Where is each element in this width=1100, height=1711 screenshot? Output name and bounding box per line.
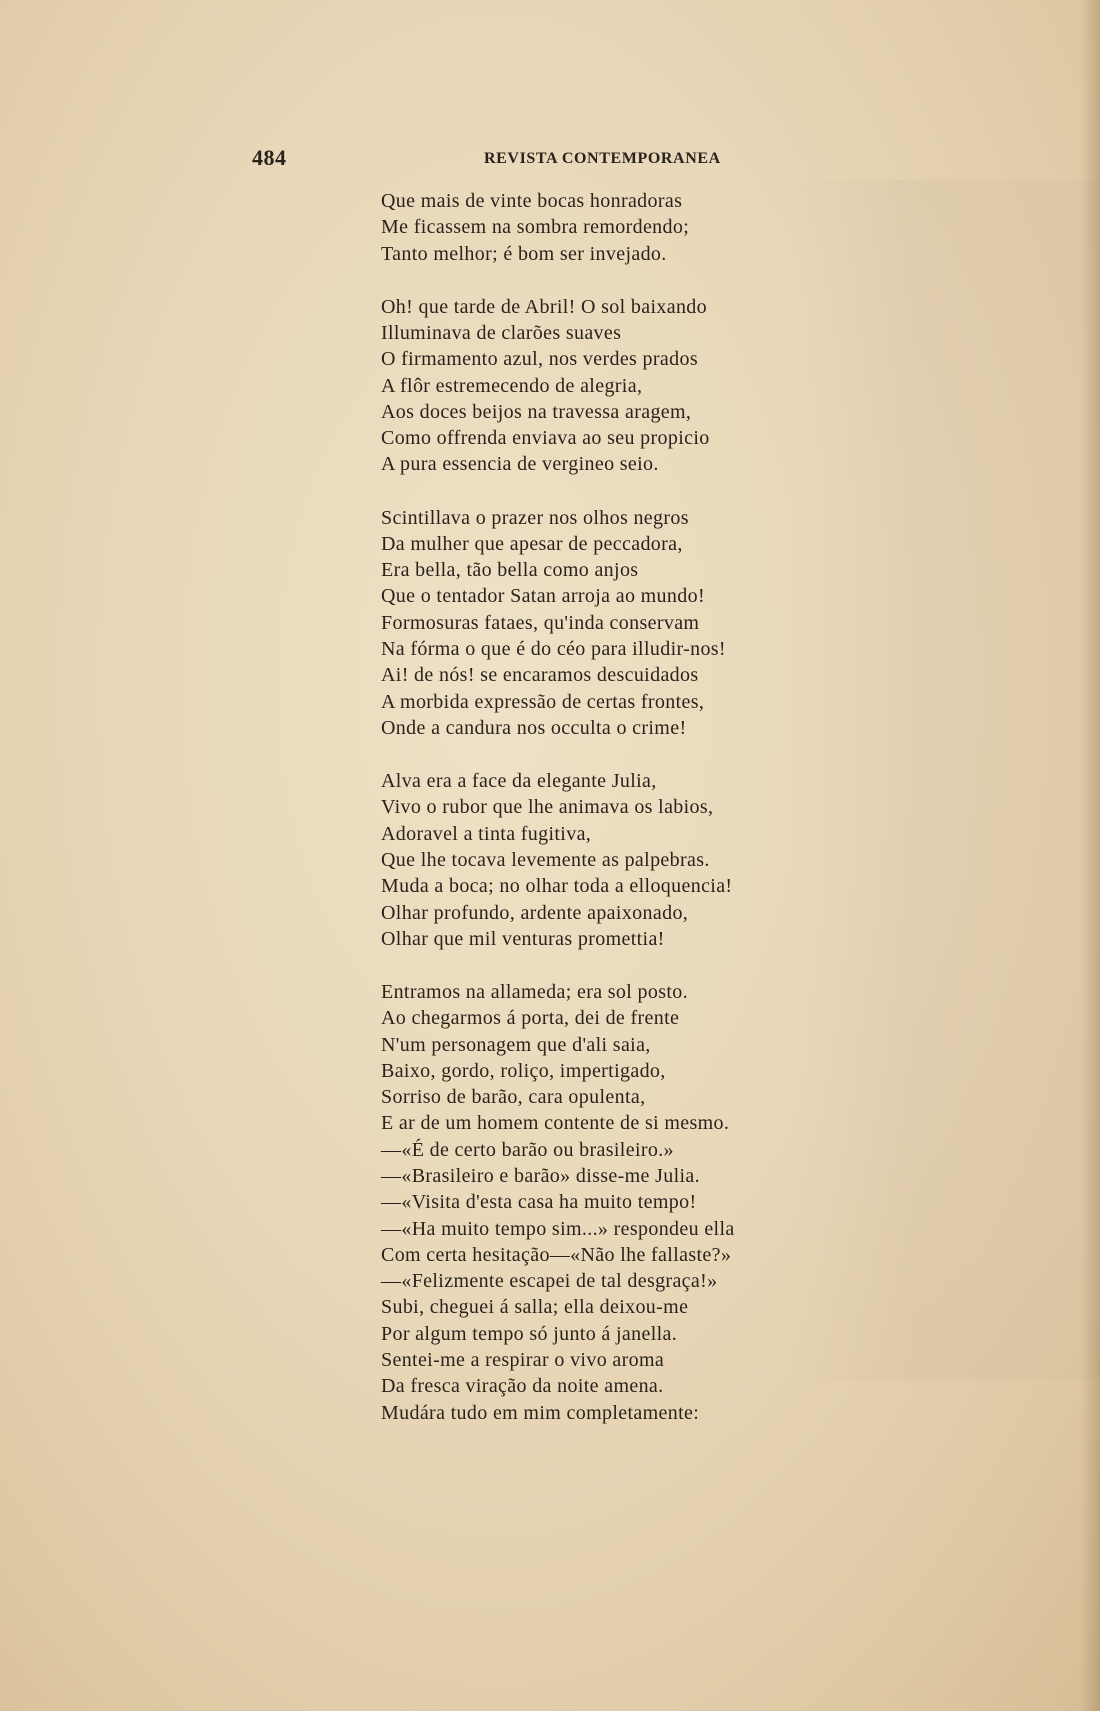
verse-line: Entramos na allameda; era sol posto. bbox=[381, 980, 688, 1003]
verse-line: Adoravel a tinta fugitiva, bbox=[381, 822, 592, 845]
stanza bbox=[381, 979, 821, 1426]
verse-line: Alva era a face da elegante Julia, bbox=[381, 770, 657, 793]
verse-line: —«É de certo barão ou brasileiro.» bbox=[381, 1138, 674, 1161]
verse-line: Aos doces beijos na travessa aragem, bbox=[381, 400, 692, 423]
page-number: 484 bbox=[252, 145, 287, 170]
verse-line: Tanto melhor; é bom ser invejado. bbox=[381, 242, 667, 265]
verse-line: Por algum tempo só junto á janella. bbox=[381, 1322, 678, 1345]
verse-line: Formosuras fataes, qu'inda conservam bbox=[381, 611, 700, 634]
verse-line: Da fresca viração da noite amena. bbox=[381, 1375, 664, 1398]
verse-line: Oh! que tarde de Abril! O sol baixando bbox=[381, 295, 707, 318]
verse-line: O firmamento azul, nos verdes prados bbox=[381, 348, 698, 371]
verse-line: Onde a candura nos occulta o crime! bbox=[381, 716, 687, 739]
verse-line: Na fórma o que é do céo para illudir-nos! bbox=[381, 638, 726, 661]
verse-line: Ao chegarmos á porta, dei de frente bbox=[381, 1007, 680, 1030]
verse-line: Ai! de nós! se encaramos descuidados bbox=[381, 664, 699, 687]
verse-line: Com certa hesitação—«Não lhe fallaste?» bbox=[381, 1243, 732, 1266]
verse-line: Que o tentador Satan arroja ao mundo! bbox=[381, 585, 705, 608]
stanza bbox=[381, 294, 821, 478]
verse-line: Scintillava o prazer nos olhos negros bbox=[381, 506, 689, 529]
verse-line: Que lhe tocava levemente as palpebras. bbox=[381, 848, 710, 871]
running-title: REVISTA CONTEMPORANEA bbox=[484, 150, 721, 167]
verse-line: Olhar que mil venturas promettia! bbox=[381, 927, 665, 950]
page-edge-shadow bbox=[1080, 0, 1100, 1711]
verse-line: Subi, cheguei á salla; ella deixou-me bbox=[381, 1296, 689, 1319]
verse-line: Sorriso de barão, cara opulenta, bbox=[381, 1086, 646, 1109]
verse-line: —«Ha muito tempo sim...» respondeu ella bbox=[381, 1217, 735, 1240]
running-header bbox=[252, 145, 722, 175]
verse-line: A pura essencia de vergineo seio. bbox=[381, 453, 659, 476]
verse-line: N'um personagem que d'ali saia, bbox=[381, 1033, 651, 1056]
verse-line: Sentei-me a respirar o vivo aroma bbox=[381, 1349, 665, 1372]
stanza bbox=[381, 505, 821, 742]
verse-line: E ar de um homem contente de si mesmo. bbox=[381, 1112, 730, 1135]
verse-line: Olhar profundo, ardente apaixonado, bbox=[381, 901, 689, 924]
verse-line: Era bella, tão bella como anjos bbox=[381, 559, 639, 582]
verse-line: Que mais de vinte bocas honradoras bbox=[381, 190, 683, 212]
verse-line: Vivo o rubor que lhe animava os labios, bbox=[381, 796, 714, 819]
verse-line: Me ficassem na sombra remordendo; bbox=[381, 216, 690, 239]
verse-line: —«Felizmente escapei de tal desgraça!» bbox=[381, 1270, 718, 1293]
verse-line: Baixo, gordo, roliço, impertigado, bbox=[381, 1059, 666, 1082]
poem-body bbox=[381, 188, 821, 1453]
verse-line: Como offrenda enviava ao seu propicio bbox=[381, 427, 710, 450]
stanza bbox=[381, 768, 821, 952]
verse-line: A flôr estremecendo de alegria, bbox=[381, 374, 643, 397]
verse-line: —«Visita d'esta casa ha muito tempo! bbox=[381, 1191, 697, 1214]
verse-line: Mudára tudo em mim completamente: bbox=[381, 1401, 700, 1424]
stanza bbox=[381, 188, 821, 267]
verse-line: Muda a boca; no olhar toda a elloquencia! bbox=[381, 875, 733, 898]
verse-line: Illuminava de clarões suaves bbox=[381, 321, 622, 344]
verse-line: A morbida expressão de certas frontes, bbox=[381, 690, 705, 713]
verse-line: Da mulher que apesar de peccadora, bbox=[381, 532, 683, 555]
verse-line: —«Brasileiro e barão» disse-me Julia. bbox=[381, 1164, 700, 1187]
show-through-text-area bbox=[790, 180, 1100, 1380]
